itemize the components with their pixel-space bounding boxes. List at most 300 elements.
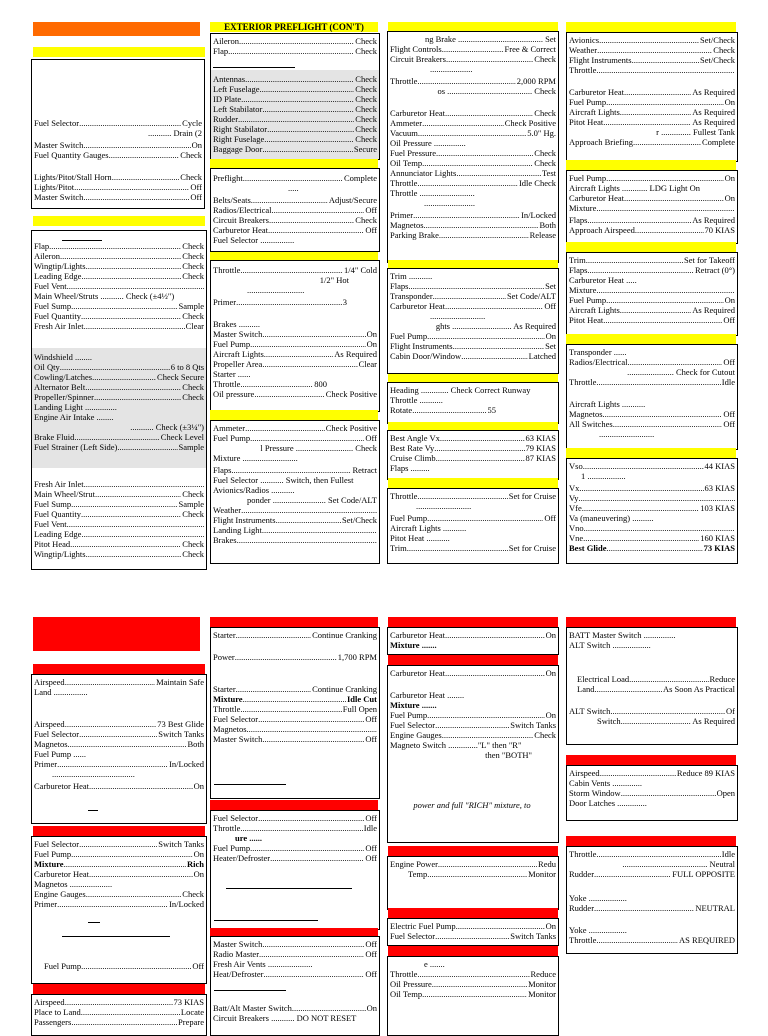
dot-leader	[79, 839, 157, 849]
item-value: Check	[355, 124, 377, 134]
item-text: Pitot Heat ...........	[390, 533, 450, 543]
item-value: Check	[182, 251, 204, 261]
dot-leader	[262, 525, 377, 535]
dot-leader	[606, 173, 724, 183]
item-value: Idle Cut	[347, 694, 377, 704]
checklist-item	[213, 495, 377, 505]
item-value: On	[366, 329, 377, 339]
checklist-item	[569, 65, 735, 75]
item-value: Check	[182, 241, 204, 251]
item-label: Power	[213, 652, 235, 662]
section-header-bar	[210, 800, 378, 810]
item-text: Door Latches ..............	[569, 798, 647, 808]
item-value: Off	[365, 225, 377, 235]
item-value: Check	[355, 94, 377, 104]
dot-leader	[635, 225, 704, 235]
checklist-item	[390, 34, 556, 44]
dot-leader	[57, 759, 168, 769]
checklist-item	[34, 1007, 204, 1017]
item-label: Fuel Pump	[34, 849, 72, 859]
dot-leader	[587, 265, 694, 275]
dot-leader	[427, 331, 545, 341]
dot-leader	[632, 55, 699, 65]
item-value: Set	[545, 341, 556, 351]
item-value: Complete	[701, 137, 735, 147]
dot-leader	[94, 392, 181, 402]
item-value: Reduce	[709, 674, 735, 684]
item-value: Off	[365, 969, 377, 979]
checklist-item	[390, 750, 532, 760]
checklist-item	[34, 362, 204, 372]
item-value: Check	[355, 74, 377, 84]
checklist-item	[213, 465, 377, 475]
item-text: Windshield ........	[34, 352, 92, 362]
dot-leader	[81, 529, 204, 539]
dot-leader	[74, 432, 159, 442]
item-text: ...........................	[247, 285, 305, 295]
item-value: Secure	[353, 144, 377, 154]
checklist-item	[408, 869, 556, 879]
item-label: Weather	[213, 505, 242, 515]
item-label: Mixture	[569, 203, 597, 213]
checklist-item	[213, 319, 377, 329]
checklist-item	[213, 379, 377, 389]
item-label: Throttle	[569, 935, 597, 945]
dot-leader	[417, 969, 529, 979]
item-value: Check Positive	[325, 423, 377, 433]
checklist-item	[569, 503, 735, 513]
item-label: Starter	[213, 630, 236, 640]
checklist-item	[569, 357, 735, 367]
item-label: Mixture	[34, 859, 64, 869]
item-text: os ........................................ Check	[437, 86, 556, 96]
item-label: Magnetos	[569, 409, 603, 419]
item-label: Fuel Strainer (Left Side)	[34, 442, 118, 452]
dot-leader	[250, 339, 366, 349]
item-label: Carburetor Heat	[213, 225, 268, 235]
item-value: Off	[723, 409, 735, 419]
checklist-item	[390, 220, 556, 230]
checklist-box	[566, 344, 738, 450]
item-label: Carburetor Heat	[34, 781, 89, 791]
checklist-item	[390, 668, 556, 678]
dot-leader	[603, 409, 723, 419]
dot-leader	[236, 630, 311, 640]
checklist-item	[569, 706, 735, 716]
dot-leader	[607, 543, 703, 553]
item-value: Switch Tanks	[510, 720, 556, 730]
dot-leader	[442, 44, 504, 54]
item-value: Set for Takeoff	[683, 255, 735, 265]
item-label: Fuel Pump	[390, 331, 428, 341]
checklist-box	[387, 382, 559, 424]
item-value: Off	[723, 357, 735, 367]
checklist-item	[213, 433, 377, 443]
checklist-item	[390, 433, 556, 443]
item-text: Yoke ..................	[569, 925, 627, 935]
item-value: Prepare	[178, 1017, 204, 1027]
dot-leader	[74, 182, 189, 192]
dot-leader	[117, 442, 177, 452]
section-header-bar	[33, 47, 205, 57]
checklist-item	[577, 684, 735, 694]
dot-leader	[628, 357, 723, 367]
dot-leader	[251, 195, 328, 205]
section-header-bar	[33, 664, 205, 674]
section-header-bar	[388, 478, 558, 488]
checklist-item	[569, 778, 735, 788]
dot-leader	[71, 499, 177, 509]
item-value: Check	[182, 311, 204, 321]
item-label: Master Switch	[213, 939, 263, 949]
checklist-item	[424, 198, 556, 208]
dot-leader	[60, 362, 170, 372]
section-header-bar	[566, 617, 736, 627]
item-label: Fuel Pump	[569, 173, 607, 183]
item-label: Fuel Vent	[34, 519, 67, 529]
checklist-box	[566, 846, 738, 954]
item-value: Check	[182, 392, 204, 402]
item-value: As Required	[692, 87, 735, 97]
item-label: Throttle	[213, 379, 241, 389]
item-value: Check	[182, 382, 204, 392]
item-text: Throttle ..........................	[390, 188, 475, 198]
checklist-item	[581, 471, 735, 481]
item-value: On	[545, 630, 556, 640]
item-label: All Switches	[569, 419, 613, 429]
checklist-item	[34, 128, 202, 138]
item-label: Batt/Alt Master Switch	[213, 1003, 292, 1013]
dot-leader	[586, 255, 683, 265]
checklist-item	[390, 148, 556, 158]
section-header-bar	[33, 984, 205, 994]
dot-leader	[446, 54, 533, 64]
item-value: As Required	[692, 215, 735, 225]
checklist-item	[34, 311, 204, 321]
item-label: Fuel Selector	[213, 714, 259, 724]
item-text: BATT Master Switch ...............	[569, 630, 676, 640]
item-value: 55	[487, 405, 557, 415]
item-text: Aircraft Lights ...........	[390, 523, 467, 533]
item-value: Check	[180, 150, 202, 160]
item-text: Throttle ...........	[390, 395, 443, 405]
item-value: Check	[355, 215, 377, 225]
item-value: Clear	[358, 359, 377, 369]
checklist-item	[569, 295, 735, 305]
checklist-item	[34, 869, 204, 879]
checklist-item	[34, 729, 204, 739]
dot-leader	[81, 509, 181, 519]
dot-leader	[412, 405, 486, 415]
checklist-item	[34, 241, 204, 251]
checklist-item	[390, 108, 556, 118]
item-label: Rudder	[569, 903, 595, 913]
checklist-item	[390, 281, 556, 291]
dot-leader	[621, 788, 716, 798]
item-value: Check	[182, 271, 204, 281]
checklist-item	[390, 720, 556, 730]
item-value: On	[193, 781, 204, 791]
checklist-item	[213, 823, 377, 833]
item-value: Locate	[180, 1007, 204, 1017]
dot-leader	[456, 921, 545, 931]
checklist-item	[569, 523, 735, 533]
dot-leader	[599, 35, 699, 45]
dot-leader	[579, 483, 703, 493]
item-text: Yoke ..................	[569, 893, 627, 903]
item-value: 3	[342, 297, 377, 307]
checklist-item	[416, 501, 556, 511]
checklist-item	[34, 997, 204, 1007]
dot-leader	[236, 297, 342, 307]
item-value: 73 KIAS	[173, 997, 204, 1007]
checklist-item	[390, 301, 556, 311]
section-header-bar	[388, 617, 558, 627]
item-text: Carburetor Heat .....	[569, 275, 637, 285]
dot-leader	[92, 372, 156, 382]
item-label: Mixture	[213, 694, 243, 704]
checklist-item	[34, 749, 204, 759]
item-value: On	[193, 849, 204, 859]
item-text: then "BOTH"	[485, 750, 532, 760]
dot-leader	[245, 74, 354, 84]
checklist-item	[213, 173, 377, 183]
item-label: Fuel Selector	[390, 720, 436, 730]
checklist-item	[213, 235, 377, 245]
dot-leader	[610, 706, 725, 716]
checklist-item	[390, 86, 556, 96]
checklist-item	[34, 759, 204, 769]
item-label: Fuel Pump	[213, 339, 251, 349]
dot-leader	[427, 710, 545, 720]
dot-leader	[81, 961, 191, 971]
dot-leader	[456, 168, 541, 178]
dot-leader	[413, 210, 520, 220]
dot-leader	[417, 491, 507, 501]
item-value: Off	[192, 961, 204, 971]
item-label: Fuel Selector	[34, 118, 80, 128]
dot-leader	[71, 301, 177, 311]
item-text: Engine Air Intake ........	[34, 412, 114, 422]
dot-leader	[583, 533, 699, 543]
dot-leader	[247, 724, 377, 734]
checklist-box	[566, 252, 738, 336]
item-text: Transponder ......	[569, 347, 627, 357]
checklist-item	[52, 769, 204, 779]
dot-leader	[262, 329, 365, 339]
item-text: Brakes ..........	[213, 319, 260, 329]
item-label: Parking Brake	[390, 230, 439, 240]
item-label: Carburetor Heat	[390, 630, 445, 640]
dot-leader	[60, 251, 181, 261]
dot-leader	[596, 65, 735, 75]
item-value: On	[724, 193, 735, 203]
item-label: Aileron	[34, 251, 60, 261]
item-text: Avionics/Radios ...........	[213, 485, 295, 495]
dot-leader	[596, 935, 678, 945]
item-label: Engine Power	[390, 859, 438, 869]
checklist-item	[213, 939, 377, 949]
item-label: Throttle	[390, 76, 418, 86]
item-label: Primer	[390, 210, 414, 220]
dot-leader	[440, 433, 525, 443]
item-label: Place to Land	[34, 1007, 81, 1017]
checklist-box	[566, 458, 738, 564]
item-value: Set Code/ALT	[506, 291, 556, 301]
dot-leader	[240, 823, 362, 833]
item-label: Rudder	[213, 114, 239, 124]
item-text: r .............. Fullest Tank	[656, 127, 735, 137]
item-value: Maintain Safe	[156, 677, 204, 687]
item-label: Best Angle Vx	[390, 433, 440, 443]
dot-leader	[436, 453, 525, 463]
item-value: Off	[365, 853, 377, 863]
dot-leader	[89, 781, 193, 791]
item-label: Propeller/Spinner	[34, 392, 94, 402]
item-label: Ammeter	[390, 118, 423, 128]
checklist-item	[213, 535, 377, 545]
checklist-item	[569, 265, 735, 275]
checklist-item	[34, 859, 204, 869]
item-label: Carburetor Heat	[34, 869, 89, 879]
dot-leader	[427, 513, 543, 523]
item-value: Check Positive	[325, 389, 377, 399]
item-value: Off	[544, 301, 556, 311]
item-label: Magnetos	[213, 724, 247, 734]
item-value: FULL OPPOSITE	[672, 869, 735, 879]
checklist-item	[213, 505, 377, 515]
item-value: Open	[716, 788, 735, 798]
item-value: Reduce	[530, 969, 556, 979]
checklist-box	[387, 665, 559, 843]
item-label: Mixture	[569, 285, 597, 295]
item-value: Check	[713, 45, 735, 55]
item-value: Clear	[185, 321, 204, 331]
dot-leader	[417, 178, 518, 188]
checklist-item	[569, 107, 735, 117]
item-label: Vno	[569, 523, 584, 533]
dot-leader	[228, 46, 354, 56]
item-text: ..........................	[599, 429, 655, 439]
checklist-item	[213, 453, 377, 463]
item-value: Check	[534, 730, 556, 740]
item-label: Heat/Defroster	[213, 969, 264, 979]
checklist-item	[34, 539, 204, 549]
item-label: Flap	[34, 241, 50, 251]
item-label: Wingtip/Lights	[34, 549, 86, 559]
dot-leader	[57, 899, 168, 909]
checklist-box	[210, 810, 380, 930]
dot-leader	[238, 114, 354, 124]
dot-leader	[422, 989, 527, 999]
checklist-item	[569, 193, 735, 203]
checklist-item	[569, 305, 735, 315]
dot-leader	[620, 107, 692, 117]
item-label: Baggage Door	[213, 144, 263, 154]
item-text: Carburetor Heat ........	[390, 690, 465, 700]
checklist-item	[213, 329, 377, 339]
item-label: Vne	[569, 533, 584, 543]
dot-leader	[240, 265, 343, 275]
checklist-item	[213, 94, 377, 104]
checklist-box	[31, 674, 207, 824]
dot-leader	[112, 172, 180, 182]
checklist-box	[387, 488, 559, 564]
dot-leader	[89, 869, 193, 879]
item-value: 63 KIAS	[525, 433, 556, 443]
dot-leader	[417, 76, 515, 86]
dot-leader	[239, 36, 354, 46]
checklist-item	[390, 523, 556, 533]
dot-leader	[84, 321, 185, 331]
checklist-item	[390, 44, 556, 54]
item-text: Starter ......	[213, 369, 251, 379]
checklist-item	[34, 489, 204, 499]
checklist-item	[597, 716, 735, 726]
item-value: On	[724, 97, 735, 107]
checklist-item	[390, 640, 556, 650]
item-value: Rich	[187, 859, 204, 869]
item-label: Vy	[569, 493, 579, 503]
checklist-item	[569, 903, 735, 913]
section-header-bar	[566, 242, 736, 252]
item-text: ghts ............................ As Required	[435, 321, 556, 331]
item-label: Fuel Pump	[213, 843, 251, 853]
checklist-item	[569, 409, 735, 419]
item-value: Full Open	[342, 704, 377, 714]
checklist-item	[213, 297, 377, 307]
checklist-item	[390, 513, 556, 523]
item-label: Fuel Vent	[34, 281, 67, 291]
dot-leader	[597, 45, 712, 55]
checklist-item	[569, 788, 735, 798]
checklist-item	[213, 1013, 377, 1023]
checklist-item	[430, 311, 556, 321]
item-label: Magnetos	[34, 739, 68, 749]
dot-leader	[427, 869, 527, 879]
section-header-bar	[33, 216, 205, 226]
section-title: EXTERIOR PREFLIGHT (CON'T)	[224, 22, 364, 32]
checklist-item	[213, 813, 377, 823]
item-label: ID Plate	[213, 94, 242, 104]
checklist-item	[390, 443, 556, 453]
dot-leader	[65, 677, 155, 687]
item-label: Fuel Sump	[34, 499, 72, 509]
item-value: Check	[534, 54, 556, 64]
checklist-item	[390, 168, 556, 178]
checklist-item	[34, 372, 204, 382]
item-text: Landing Light ...............	[34, 402, 117, 412]
item-text: Circuit Breakers ........... DO NOT RESET	[213, 1013, 357, 1023]
dot-leader	[582, 503, 700, 513]
item-value: Set for Cruise	[508, 543, 556, 553]
dot-leader	[442, 730, 534, 740]
item-value: Set	[545, 281, 556, 291]
item-label: Wingtip/Lights	[34, 261, 86, 271]
item-text: Va (maneuvering) ..........	[569, 513, 654, 523]
dot-leader	[445, 630, 545, 640]
dot-leader	[241, 94, 354, 104]
item-text: ........................................ Neutral	[622, 859, 735, 869]
dot-leader	[67, 519, 204, 529]
dot-leader	[83, 192, 189, 202]
item-value: 63 KIAS	[704, 483, 735, 493]
dot-leader	[606, 295, 724, 305]
item-label: Flaps	[213, 465, 232, 475]
item-value: On	[724, 295, 735, 305]
item-text: ponder ......................... Set Code/ALT	[246, 495, 377, 505]
item-text: l Pressure ........................... Check	[260, 443, 377, 453]
